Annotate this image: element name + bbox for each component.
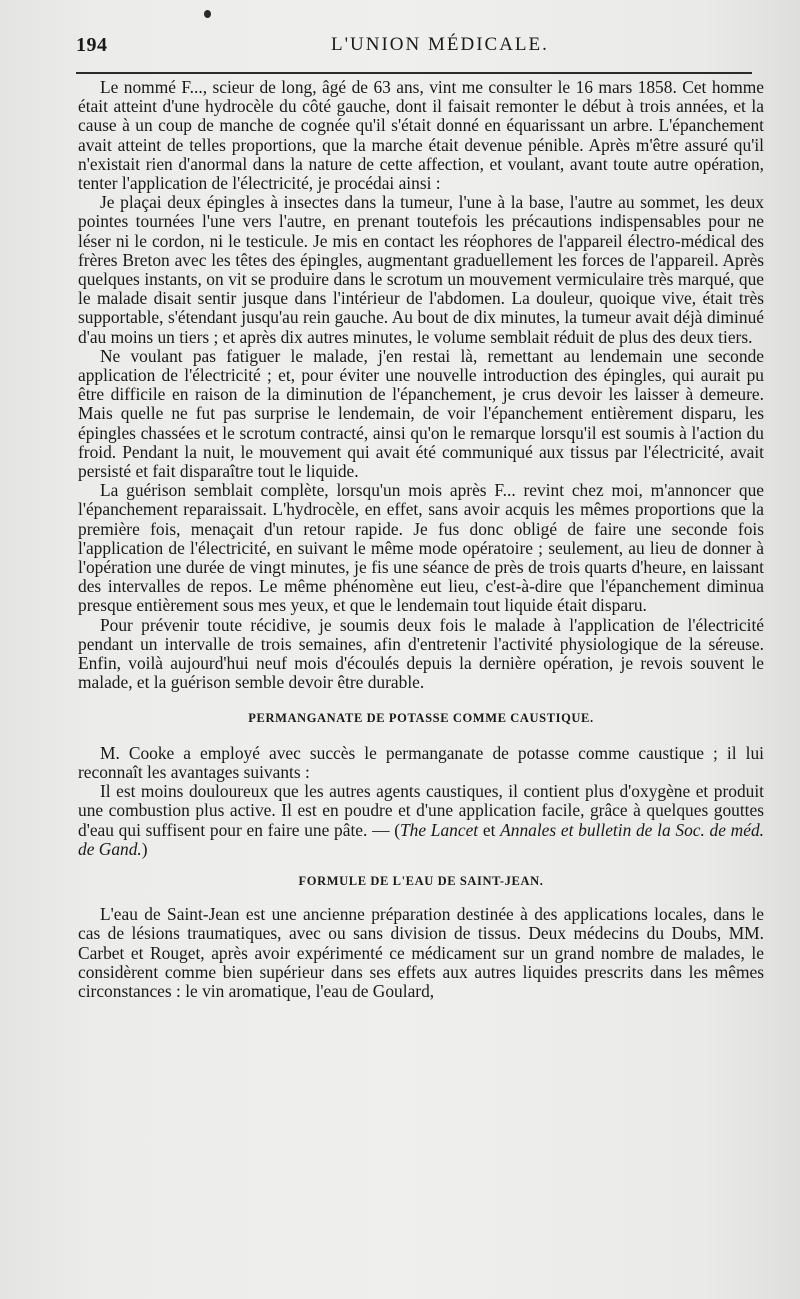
- running-title: L'UNION MÉDICALE.: [331, 34, 549, 55]
- page-header: [76, 30, 752, 60]
- source-lancet: The Lancet: [399, 819, 479, 840]
- page-number: 194: [76, 34, 108, 56]
- source-annales: Annales et bulletin de la Soc. de méd. de Gand.: [78, 819, 765, 859]
- source-joiner: et: [478, 819, 501, 840]
- paragraph-with-source: [78, 782, 764, 859]
- header-rule: [76, 72, 752, 74]
- ink-speck: [204, 10, 211, 18]
- paragraph: Pour prévenir toute récidive, je soumis deux fois le malade à l'application de l'électricité pendant un intervalle de trois semaines, afin d'entretenir l'activité physiologique de la séreuse. Enfin, voilà aujourd'hui neuf mois d'écoulés depuis la dernière opération, je revois souvent le malade, et la guérison semble devoir être durable.: [78, 614, 764, 693]
- section-title-permanganate: PERMANGANATE DE POTASSE COMME CAUSTIQUE.: [248, 710, 594, 725]
- paragraph: Le nommé F..., scieur de long, âgé de 63 ans, vint me consulter le 16 mars 1858. Cet homme était atteint d'une hydrocèle du côté gauche, dont il faisait remonter le début à trois années, et la cause à un coup de manche de cognée qu'il s'était donné en équarissant un arbre. L'épanchement avait atteint de telles proportions, que la marche était devenue pénible. Après m'être assuré qu'il n'existait rien d'anormal dans la nature de cette affection, et voulant, avant toute autre opération, tenter l'application de l'électricité, je procédai ainsi :: [78, 77, 764, 194]
- paragraph-text: Il est moins douloureux que les autres agents caustiques, il contient plus d'oxygène et produit une combustion plus active. Il est en poudre et d'une application facile, grâce à quelques gouttes d'eau qui suffisent pour en faire une pâte. — (: [78, 781, 764, 840]
- paragraph: La guérison semblait complète, lorsqu'un mois après F... revint chez moi, m'annoncer que l'épanchement reparaissait. L'hydrocèle, en effet, sans avoir acquis les mêmes proportions que la première fois, menaçait d'un retour rapide. Je fus donc obligé de faire une seconde fois l'application de l'électricité, en suivant le même mode opératoire ; seulement, au lieu de donner à l'opération une durée de vingt minutes, je fis une séance de près de trois quarts d'heure, en laissant des intervalles de repos. Le même phénomène eut lieu, c'est-à-dire que l'épanchement diminua presque entièrement sous mes yeux, et que le lendemain tout liquide était disparu.: [78, 480, 764, 616]
- paragraph: M. Cooke a employé avec succès le permanganate de potasse comme caustique ; il lui reconnaît les avantages suivants :: [78, 742, 764, 782]
- paragraph: Ne voulant pas fatiguer le malade, j'en restai là, remettant au lendemain une seconde application de l'électricité ; et, pour éviter une nouvelle introduction des épingles, qui aurait pu être difficile en raison de la diminution de l'épanchement, je crus devoir les laisser à demeure. Mais quelle ne fut pas surprise le lendemain, de voir l'épanchement entièrement disparu, les épingles chassées et le scrotum contracté, ainsi qu'on le remarque lorsqu'il est soumis à l'action du froid. Pendant la nuit, le mouvement qui avait été communiqué aux tissus par l'électricité, avait persisté et fait disparaître tout le liquide.: [78, 345, 764, 482]
- paragraph: L'eau de Saint-Jean est une ancienne préparation destinée à des applications locales, dans le cas de lésions traumatiques, avec ou sans division de tissus. Deux médecins du Doubs, MM. Carbet et Rouget, après avoir expérimenté ce médicament sur un grand nombre de malades, le considèrent comme bien supérieur dans ses effets aux autres liquides prescrits dans les mêmes circonstances : le vin aromatique, l'eau de Goulard,: [78, 904, 764, 1001]
- paragraph: Je plaçai deux épingles à insectes dans la tumeur, l'une à la base, l'autre au sommet, les deux pointes tournées l'une vers l'autre, en prenant toutefois les précautions indispensables pour ne léser ni le cordon, ni le testicule. Je mis en contact les réophores de l'appareil électro-médical des frères Breton avec les têtes des épingles, augmentant graduellement les forces de l'appareil. Après quelques instants, on vit se produire dans le scrotum un mouvement vermiculaire très marqué, que le malade disait sentir jusque dans l'intérieur de l'abdomen. La douleur, quoique vive, était très supportable, s'étendant jusqu'au rein gauche. Au bout de dix minutes, la tumeur avait déjà diminué d'au moins un tiers ; et après dix autres minutes, le volume semblait réduit de plus des deux tiers.: [78, 192, 764, 347]
- article-body: [78, 78, 764, 1001]
- section-title-eau-saint-jean: FORMULE DE L'EAU DE SAINT-JEAN.: [298, 873, 544, 888]
- source-close: ): [141, 838, 148, 859]
